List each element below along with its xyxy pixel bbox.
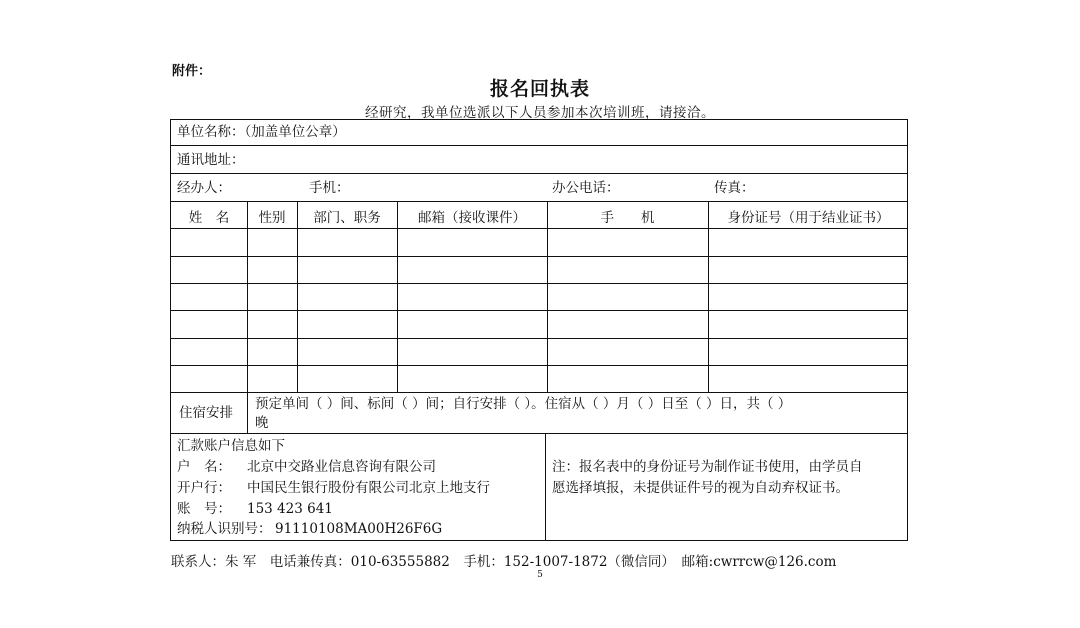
col-divider xyxy=(247,392,248,433)
col-divider xyxy=(247,201,248,392)
row-divider xyxy=(171,283,907,284)
account-heading: 汇款账户信息如下 xyxy=(177,438,285,454)
row-divider xyxy=(171,338,907,339)
page-number: 5 xyxy=(537,570,543,580)
account-number-label: 账 号： xyxy=(177,501,231,517)
col-divider xyxy=(545,433,546,540)
row-divider xyxy=(171,228,907,229)
row-divider xyxy=(171,310,907,311)
unit-name-label: 单位名称：（加盖单位公章） xyxy=(177,124,346,140)
col-divider xyxy=(397,201,398,392)
column-header-name: 姓 名 xyxy=(188,210,230,226)
lodging-label: 住宿安排 xyxy=(179,405,233,421)
account-name-label: 户 名： xyxy=(177,459,231,475)
form-title: 报名回执表 xyxy=(489,78,590,100)
account-bank-label: 开户行： xyxy=(177,480,231,496)
note-line1: 注：报名表中的身份证号为制作证书使用，由学员自 xyxy=(552,459,863,475)
lodging-text-line2: 晚 xyxy=(255,415,269,431)
office-phone-label: 办公电话： xyxy=(552,180,620,196)
row-divider xyxy=(171,173,907,174)
tax-id-value: 91110108MA00H26F6G xyxy=(275,521,443,537)
column-header-email: 邮箱（接收课件） xyxy=(418,210,526,226)
account-number-value: 153 423 641 xyxy=(247,501,333,517)
address-label: 通讯地址： xyxy=(177,152,245,168)
row-divider xyxy=(171,392,907,393)
row-divider xyxy=(171,256,907,257)
row-divider xyxy=(171,145,907,146)
col-divider xyxy=(547,201,548,392)
col-divider xyxy=(708,201,709,392)
column-header-id-number: 身份证号（用于结业证书） xyxy=(727,210,890,226)
row-divider xyxy=(171,433,907,434)
contact-footer: 联系人：朱 军 电话兼传真：010-63555882 手机：152-1007-1872（微信同） 邮箱:cwrrcw@126.com xyxy=(171,554,837,570)
form-subtitle: 经研究，我单位选派以下人员参加本次培训班，请接洽。 xyxy=(365,105,715,121)
row-divider xyxy=(171,201,907,202)
lodging-text-line1: 预定单间（ ）间、标间（ ）间；自行安排（ ）。住宿从（ ）月（ ）日至（ ）日，共（ ） xyxy=(255,396,792,412)
column-header-department: 部门、职务 xyxy=(313,210,381,226)
handler-label: 经办人： xyxy=(177,180,231,196)
column-header-mobile: 手 机 xyxy=(600,210,655,226)
account-name-value: 北京中交路业信息咨询有限公司 xyxy=(247,459,436,475)
account-bank-value: 中国民生银行股份有限公司北京上地支行 xyxy=(247,480,490,496)
tax-id-label: 纳税人识别号： xyxy=(177,521,272,537)
registration-table xyxy=(170,119,908,541)
column-header-gender: 性别 xyxy=(258,210,286,226)
fax-label: 传真： xyxy=(714,180,755,196)
note-line2: 愿选择填报，未提供证件号的视为自动弃权证书。 xyxy=(552,480,849,496)
row-divider xyxy=(171,365,907,366)
mobile-label: 手机： xyxy=(309,180,350,196)
col-divider xyxy=(297,201,298,392)
attachment-label: 附件： xyxy=(172,64,212,79)
